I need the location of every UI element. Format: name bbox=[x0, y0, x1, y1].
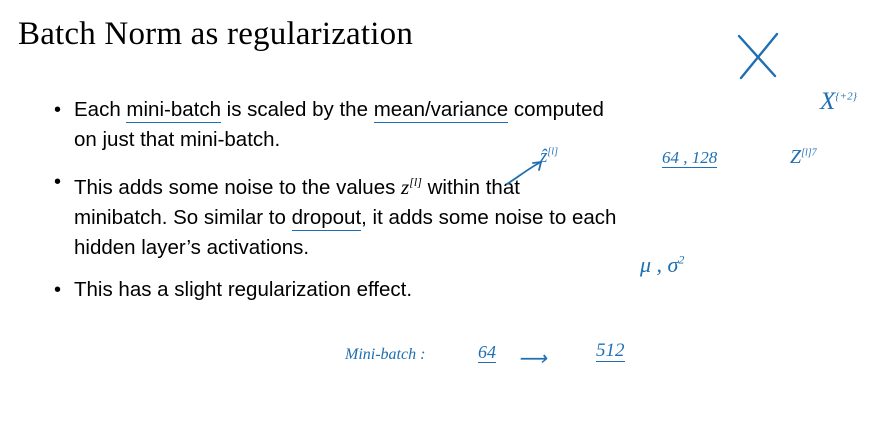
text-fragment: computed bbox=[508, 98, 604, 121]
underlined-mini-batch: mini-batch bbox=[126, 98, 221, 121]
text-fragment: , it adds some noise to each bbox=[361, 206, 617, 229]
annotation-minibatch-label bbox=[345, 346, 425, 364]
list-item bbox=[52, 275, 822, 305]
annotation-z-tilde-superscript: [l] bbox=[547, 146, 558, 158]
annotation-x-base: X bbox=[820, 88, 836, 115]
annotation-minibatch-to-text: 512 bbox=[596, 340, 625, 361]
annotation-minibatch-from bbox=[478, 342, 496, 363]
bullet-marker: • bbox=[54, 99, 62, 121]
annotation-x-superscript: {+2} bbox=[835, 90, 858, 103]
annotation-minibatch-arrow bbox=[518, 346, 547, 371]
text-fragment: is scaled by the bbox=[220, 98, 374, 121]
annotation-minibatch-from-text: 64 bbox=[478, 342, 496, 362]
underlined-mean-variance: mean/variance bbox=[373, 98, 509, 121]
bullet-1-line-1 bbox=[74, 95, 822, 125]
underlined-dropout: dropout bbox=[291, 206, 362, 229]
text-fragment: within that bbox=[421, 176, 520, 199]
annotation-minibatch-label-text: Mini-batch : bbox=[345, 346, 426, 363]
z-superscript: [l] bbox=[409, 175, 422, 189]
bullet-2-line-1 bbox=[74, 167, 822, 203]
annotation-x-power bbox=[820, 88, 857, 116]
z-symbol bbox=[401, 175, 422, 199]
bullet-2-line-3: hidden layer’s activations. bbox=[74, 236, 310, 259]
annotation-z-tilde bbox=[540, 146, 558, 168]
x-mark-icon bbox=[735, 32, 795, 82]
annotation-z-power-base: Z bbox=[790, 146, 802, 168]
bullet-marker: • bbox=[54, 171, 62, 193]
annotation-sigma-superscript: 2 bbox=[678, 252, 685, 267]
annotation-mu-sigma bbox=[640, 252, 684, 278]
annotation-batch-sizes-text: 64 , 128 bbox=[662, 148, 718, 167]
bullet-2-line-2 bbox=[74, 203, 822, 233]
text-fragment: This adds some noise to the values bbox=[74, 176, 402, 199]
list-item bbox=[52, 167, 822, 263]
z-base: z bbox=[401, 175, 410, 199]
bullet-marker: • bbox=[54, 279, 62, 301]
text-fragment: Each bbox=[74, 98, 127, 121]
annotation-minibatch-arrow-icon: ⟶ bbox=[518, 348, 547, 370]
bullet-1-line-2: on just that mini-batch. bbox=[74, 128, 281, 151]
bullet-list bbox=[52, 95, 822, 317]
annotation-z-power bbox=[790, 146, 817, 169]
annotation-z-tilde-base: ẑ bbox=[540, 146, 548, 167]
annotation-z-power-superscript: [l]7 bbox=[801, 147, 817, 159]
page-title: Batch Norm as regularization bbox=[18, 16, 414, 52]
annotation-mu-sigma-text: μ , σ bbox=[640, 252, 679, 277]
bullet-3-line-1: This has a slight regularization effect. bbox=[74, 278, 413, 301]
list-item bbox=[52, 95, 822, 155]
annotation-batch-sizes bbox=[662, 148, 717, 168]
annotation-minibatch-to bbox=[596, 340, 625, 362]
text-fragment: minibatch. So similar to bbox=[74, 206, 292, 229]
